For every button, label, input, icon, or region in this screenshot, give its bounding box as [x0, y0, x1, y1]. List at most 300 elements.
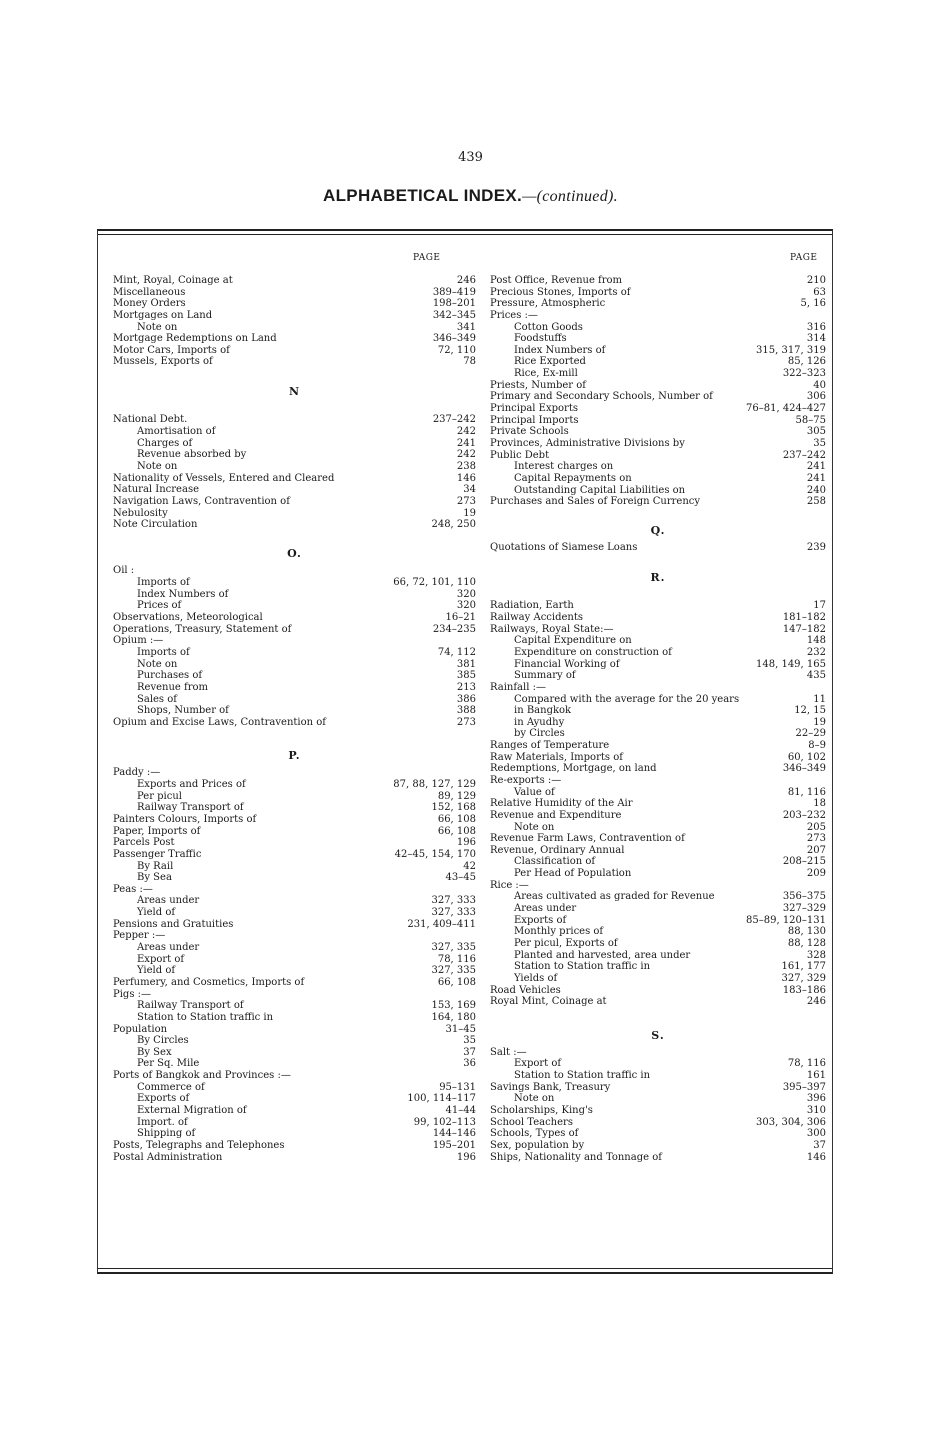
entry-term: Parcels Post: [113, 837, 175, 849]
entry-pages: 207: [806, 844, 826, 856]
entry-term: Index Numbers of: [514, 344, 606, 356]
entry-pages: 11: [813, 693, 826, 705]
entry-pages: 8–9: [808, 740, 826, 752]
index-entry: [113, 565, 476, 577]
entry-term: Mint, Royal, Coinage at: [113, 275, 233, 286]
index-entry: [113, 965, 476, 977]
index-entry: [490, 485, 826, 497]
entry-pages: 19: [463, 507, 476, 519]
spacer: [490, 589, 826, 601]
entry-pages: 99, 102–113: [413, 1116, 476, 1128]
index-entry: [113, 694, 476, 706]
entry-pages: 78, 116: [437, 953, 476, 965]
entry-pages: 147–182: [782, 623, 826, 635]
entry-term: Nebulosity: [113, 507, 168, 519]
index-entry: [490, 1128, 826, 1140]
index-entry: [113, 577, 476, 589]
entry-term: Note Circulation: [113, 519, 198, 531]
entry-term: Monthly prices of: [514, 926, 604, 938]
index-entry: [113, 1152, 476, 1164]
entry-pages: 341: [456, 321, 476, 333]
entry-term: Mortgage Redemptions on Land: [113, 333, 277, 345]
entry-pages: 22–29: [795, 728, 826, 740]
entry-term: Post Office, Revenue from: [490, 275, 623, 286]
index-entry: [490, 775, 826, 787]
entry-pages: 195–201: [432, 1139, 476, 1151]
entry-term: Oil :: [113, 565, 135, 577]
entry-pages: 88, 128: [787, 937, 826, 949]
entry-term: Principal Imports: [490, 414, 579, 426]
index-entry: [113, 438, 476, 450]
entry-pages: 31–45: [445, 1023, 476, 1035]
entry-pages: 241: [806, 461, 826, 473]
entry-pages: 19: [813, 716, 826, 728]
entry-term: Amortisation of: [137, 426, 216, 438]
entry-term: Per Sq. Mile: [137, 1058, 200, 1070]
entry-pages: 395–397: [782, 1081, 826, 1093]
entry-pages: 240: [806, 484, 826, 496]
index-entry: [113, 907, 476, 919]
entry-term: Scholarships, King's: [490, 1105, 593, 1116]
entry-term: Exports and Prices of: [137, 779, 246, 791]
entry-pages: 18: [813, 798, 826, 810]
entry-pages: 72, 110: [437, 344, 476, 356]
entry-term: Railway Accidents: [490, 612, 583, 624]
entry-pages: 356–375: [782, 891, 826, 903]
entry-pages: 315, 317, 319: [756, 344, 826, 356]
index-entry: [113, 705, 476, 717]
entry-term: by Circles: [514, 728, 565, 740]
index-entry: [490, 322, 826, 334]
section-letter: S.: [651, 1028, 665, 1042]
entry-pages: 148, 149, 165: [756, 658, 826, 670]
index-entry: [490, 938, 826, 950]
index-entry: [113, 322, 476, 334]
entry-term: Station to Station traffic in: [514, 1070, 651, 1082]
entry-pages: 314: [806, 333, 826, 345]
index-entry: [113, 989, 476, 1001]
entry-term: Precious Stones, Imports of: [490, 286, 631, 298]
index-entry: [113, 717, 476, 729]
entry-term: Passenger Traffic: [113, 848, 202, 860]
entry-pages: 310: [806, 1105, 826, 1116]
index-entry: [113, 1000, 476, 1012]
entry-pages: 316: [806, 321, 826, 333]
index-entry: [113, 895, 476, 907]
section-letter: R.: [650, 570, 666, 584]
entry-pages: 208–215: [782, 856, 826, 868]
entry-term: Savings Bank, Treasury: [490, 1081, 611, 1093]
entry-term: Schools, Types of: [490, 1128, 579, 1140]
entry-pages: 16–21: [445, 612, 476, 624]
entry-term: Pressure, Atmospheric: [490, 298, 606, 310]
index-entry: [490, 1058, 826, 1070]
entry-term: Pigs :—: [113, 988, 152, 1000]
index-entry: [113, 287, 476, 299]
index-entry: [113, 779, 476, 791]
index-entry: [490, 659, 826, 671]
entry-term: By Sea: [137, 872, 172, 884]
entry-term: Value of: [514, 786, 555, 798]
index-entry: [490, 1070, 826, 1082]
entry-pages: 237–242: [782, 449, 826, 461]
index-entry: [490, 298, 826, 310]
index-entry: [490, 1047, 826, 1059]
index-entry: [113, 682, 476, 694]
entry-term: Sex, population by: [490, 1139, 585, 1151]
spacer: [490, 554, 826, 566]
entry-term: Ports of Bangkok and Provinces :—: [113, 1070, 291, 1082]
index-entry: [113, 802, 476, 814]
entry-pages: 237–242: [432, 414, 476, 426]
entry-term: Shipping of: [137, 1128, 196, 1140]
index-entry: [113, 461, 476, 473]
index-entry: [113, 484, 476, 496]
entry-pages: 203–232: [782, 809, 826, 821]
index-entry: [490, 647, 826, 659]
index-entry: [490, 473, 826, 485]
entry-term: Posts, Telegraphs and Telephones: [113, 1139, 285, 1151]
page-title: [0, 186, 941, 206]
entry-term: in Ayudhy: [514, 716, 565, 728]
entry-pages: 76–81, 424–427: [746, 403, 826, 415]
index-entry: [490, 891, 826, 903]
index-entry: [490, 1082, 826, 1094]
entry-term: Paper, Imports of: [113, 825, 201, 837]
index-entry: [113, 496, 476, 508]
entry-pages: 248, 250: [431, 519, 476, 531]
index-entry: [113, 1058, 476, 1070]
index-entry: [490, 694, 826, 706]
entry-term: Nationality of Vessels, Entered and Cleared: [113, 472, 335, 484]
entry-term: Provinces, Administrative Divisions by: [490, 437, 685, 449]
entry-pages: 66, 108: [437, 813, 476, 825]
entry-pages: 88, 130: [787, 926, 826, 938]
index-entry: [490, 1152, 826, 1164]
entry-term: Population: [113, 1023, 168, 1035]
index-entry: [490, 461, 826, 473]
index-entry: [113, 635, 476, 647]
entry-pages: 388: [456, 705, 476, 717]
entry-pages: 305: [806, 426, 826, 438]
entry-term: Rice, Ex-mill: [514, 368, 578, 380]
index-entry: [490, 310, 826, 322]
entry-term: Salt :—: [490, 1046, 527, 1058]
entry-term: Revenue and Expenditure: [490, 809, 622, 821]
index-entry: [490, 600, 826, 612]
entry-term: Raw Materials, Imports of: [490, 751, 623, 763]
entry-pages: 144–146: [432, 1128, 476, 1140]
entry-pages: 164, 180: [431, 1011, 476, 1023]
entry-pages: 66, 108: [437, 825, 476, 837]
entry-pages: 242: [456, 426, 476, 438]
index-entry: [490, 438, 826, 450]
index-entry: [490, 973, 826, 985]
index-entry: [490, 845, 826, 857]
index-entry: [113, 612, 476, 624]
entry-term: Re-exports :—: [490, 774, 562, 786]
entry-term: Charges of: [137, 437, 193, 449]
entry-term: Miscellaneous: [113, 286, 186, 298]
entry-term: Public Debt: [490, 449, 550, 461]
entry-term: Shops, Number of: [137, 705, 229, 717]
entry-term: By Rail: [137, 860, 174, 872]
index-entry: [113, 426, 476, 438]
entry-term: By Circles: [137, 1035, 189, 1047]
entry-pages: 320: [456, 588, 476, 600]
entry-pages: 396: [806, 1093, 826, 1105]
index-entry: [113, 1140, 476, 1152]
entry-term: Perfumery, and Cosmetics, Imports of: [113, 976, 305, 988]
index-entry: [113, 884, 476, 896]
index-entry: [113, 1128, 476, 1140]
index-entry: [113, 647, 476, 659]
index-entry: [113, 624, 476, 636]
entry-pages: 196: [456, 1151, 476, 1163]
entry-term: Per picul, Exports of: [514, 937, 618, 949]
entry-pages: 246: [806, 996, 826, 1008]
entry-term: Private Schools: [490, 426, 569, 438]
index-entry: [113, 954, 476, 966]
index-entry: [490, 450, 826, 462]
index-entry: [490, 856, 826, 868]
entry-term: By Sex: [137, 1046, 172, 1058]
index-entry: [490, 275, 826, 287]
entry-pages: 327, 333: [431, 895, 476, 907]
spacer: [113, 403, 476, 415]
index-entry: [113, 837, 476, 849]
entry-pages: 148: [806, 635, 826, 647]
entry-pages: 58–75: [795, 414, 826, 426]
entry-pages: 320: [456, 600, 476, 612]
index-entry: [113, 767, 476, 779]
entry-pages: 273: [456, 495, 476, 507]
entry-term: Yield of: [137, 965, 176, 977]
spacer: [490, 1008, 826, 1024]
entry-pages: 239: [806, 542, 826, 554]
index-entry: [490, 426, 826, 438]
index-entry: [113, 814, 476, 826]
entry-pages: 346–349: [782, 763, 826, 775]
index-entry: [490, 996, 826, 1008]
entry-term: Areas under: [137, 942, 200, 954]
entry-term: Natural Increase: [113, 484, 199, 496]
entry-pages: 198–201: [432, 298, 476, 310]
entry-pages: 36: [463, 1058, 476, 1070]
entry-term: Cotton Goods: [514, 321, 583, 333]
index-entry: [113, 930, 476, 942]
spacer: [113, 368, 476, 380]
entry-pages: 196: [456, 837, 476, 849]
index-entry: [113, 473, 476, 485]
index-entry: [113, 333, 476, 345]
index-entry: [113, 345, 476, 357]
index-entry: [113, 600, 476, 612]
index-entry: [113, 1082, 476, 1094]
index-entry: [113, 1012, 476, 1024]
index-entry: [490, 612, 826, 624]
entry-term: Per Head of Population: [514, 868, 632, 880]
entry-term: Exports of: [514, 914, 567, 926]
entry-term: Per picul: [137, 790, 182, 802]
index-entry: [490, 542, 826, 554]
entry-pages: 85–89, 120–131: [746, 914, 826, 926]
index-entry: [113, 1105, 476, 1117]
entry-pages: 328: [806, 949, 826, 961]
index-entry: [490, 287, 826, 299]
entry-term: Purchases of: [137, 670, 203, 682]
entry-term: Foodstuffs: [514, 333, 567, 345]
entry-term: Rainfall :—: [490, 681, 546, 693]
entry-term: Ships, Nationality and Tonnage of: [490, 1151, 662, 1163]
page-column-header-left: PAGE: [413, 253, 441, 263]
entry-term: Revenue, Ordinary Annual: [490, 844, 625, 856]
entry-pages: 42: [463, 860, 476, 872]
index-entry: [490, 368, 826, 380]
entry-term: Commerce of: [137, 1081, 205, 1093]
entry-pages: 37: [813, 1139, 826, 1151]
index-entry: [490, 624, 826, 636]
entry-pages: 346–349: [432, 333, 476, 345]
entry-term: Radiation, Earth: [490, 600, 574, 612]
section-letter: O.: [287, 547, 302, 561]
entry-term: Classification of: [514, 856, 596, 868]
entry-pages: 34: [463, 484, 476, 496]
index-entry: [490, 391, 826, 403]
index-entry: [113, 275, 476, 287]
entry-pages: 381: [456, 658, 476, 670]
entry-term: Rice :—: [490, 879, 529, 891]
entry-term: Capital Expenditure on: [514, 635, 632, 647]
entry-term: School Teachers: [490, 1116, 573, 1128]
title-main: ALPHABETICAL INDEX.: [323, 186, 523, 205]
index-entry: [490, 833, 826, 845]
index-entry: [490, 763, 826, 775]
entry-term: Peas :—: [113, 883, 153, 895]
index-entry: [490, 985, 826, 997]
entry-term: Railway Transport of: [137, 1000, 244, 1012]
entry-pages: 66, 108: [437, 976, 476, 988]
entry-term: Paddy :—: [113, 767, 161, 779]
entry-term: Summary of: [514, 670, 576, 682]
entry-term: Imports of: [137, 577, 190, 589]
left-entries: [113, 275, 476, 1163]
entry-term: Rice Exported: [514, 356, 586, 368]
entry-pages: 327–329: [782, 903, 826, 915]
entry-pages: 322–323: [782, 368, 826, 380]
entry-term: in Bangkok: [514, 705, 572, 717]
entry-term: Opium and Excise Laws, Contravention of: [113, 716, 326, 728]
entry-term: Pepper :—: [113, 930, 166, 942]
entry-term: Revenue from: [137, 681, 208, 693]
entry-pages: 43–45: [445, 872, 476, 884]
entry-term: Planted and harvested, area under: [514, 949, 691, 961]
entry-pages: 100, 114–117: [407, 1093, 476, 1105]
index-entry: [113, 659, 476, 671]
entry-term: Financial Working of: [514, 658, 620, 670]
entry-pages: 300: [806, 1128, 826, 1140]
entry-pages: 385: [456, 670, 476, 682]
entry-pages: 306: [806, 391, 826, 403]
entry-term: Outstanding Capital Liabilities on: [514, 484, 686, 496]
entry-term: Revenue Farm Laws, Contravention of: [490, 833, 685, 845]
index-entry: [490, 345, 826, 357]
entry-pages: 161: [806, 1070, 826, 1082]
entry-pages: 327, 333: [431, 907, 476, 919]
entry-term: Import. of: [137, 1116, 188, 1128]
entry-term: Operations, Treasury, Statement of: [113, 623, 292, 635]
entry-term: Motor Cars, Imports of: [113, 344, 230, 356]
entry-term: Areas under: [514, 903, 577, 915]
entry-term: Relative Humidity of the Air: [490, 798, 633, 810]
section-letter: P.: [288, 749, 301, 763]
index-entry: [490, 415, 826, 427]
entry-pages: 74, 112: [437, 646, 476, 658]
entry-term: Compared with the average for the 20 years: [514, 693, 740, 705]
entry-term: Index Numbers of: [137, 588, 229, 600]
index-entry: [113, 508, 476, 520]
index-entry: [490, 380, 826, 392]
right-entries: [490, 275, 826, 1163]
index-entry: [490, 1140, 826, 1152]
index-entry: [490, 903, 826, 915]
entry-pages: 181–182: [782, 612, 826, 624]
entry-term: Railway Transport of: [137, 802, 244, 814]
entry-term: Export of: [514, 1058, 562, 1070]
entry-term: Money Orders: [113, 298, 186, 310]
entry-pages: 246: [456, 275, 476, 286]
entry-term: Note on: [137, 460, 178, 472]
entry-pages: 40: [813, 379, 826, 391]
index-entry: [490, 403, 826, 415]
entry-term: Note on: [514, 821, 555, 833]
index-entry: [490, 915, 826, 927]
entry-term: Station to Station traffic in: [514, 961, 651, 973]
index-entry: [113, 1035, 476, 1047]
index-entry: [113, 1093, 476, 1105]
entry-term: External Migration of: [137, 1105, 247, 1116]
entry-term: Expenditure on construction of: [514, 646, 672, 658]
index-entry: [113, 1024, 476, 1036]
entry-pages: 303, 304, 306: [756, 1116, 826, 1128]
entry-term: Capital Repayments on: [514, 472, 632, 484]
index-entry: [490, 1105, 826, 1117]
entry-term: Priests, Number of: [490, 379, 586, 391]
index-entry: [113, 356, 476, 368]
entry-term: Interest charges on: [514, 461, 614, 473]
entry-term: Station to Station traffic in: [137, 1011, 274, 1023]
index-entry: [113, 1117, 476, 1129]
entry-pages: 37: [463, 1046, 476, 1058]
entry-term: Navigation Laws, Contravention of: [113, 495, 290, 507]
entry-term: Note on: [514, 1093, 555, 1105]
index-frame: [97, 229, 833, 1274]
entry-pages: 63: [813, 286, 826, 298]
entry-term: Note on: [137, 321, 178, 333]
index-entry: [113, 449, 476, 461]
index-entry: [490, 950, 826, 962]
entry-pages: 35: [813, 437, 826, 449]
entry-pages: 231, 409–411: [407, 918, 476, 930]
entry-pages: 183–186: [782, 984, 826, 996]
entry-term: Revenue absorbed by: [137, 449, 247, 461]
entry-term: Mussels, Exports of: [113, 356, 213, 368]
section-letter: N: [288, 384, 301, 398]
spacer: [490, 508, 826, 520]
entry-pages: 153, 169: [431, 1000, 476, 1012]
index-entry: [113, 298, 476, 310]
entry-pages: 89, 129: [437, 790, 476, 802]
